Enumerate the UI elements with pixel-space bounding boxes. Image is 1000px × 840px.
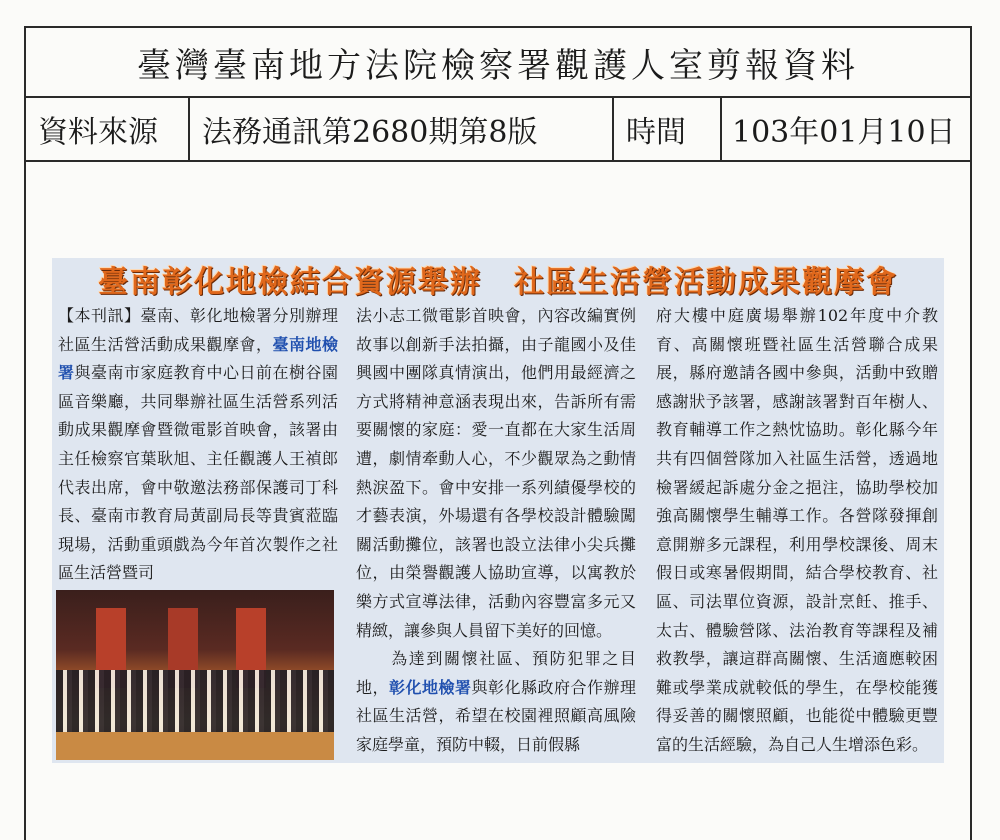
col1-text-b: 與臺南市家庭教育中心日前在樹谷園區音樂廳，共同舉辦社區生活營系列活動成果觀摩會暨微電影首映會，該署由主任檢察官葉耿旭、主任觀護人王禎郎代表出席，會中敬邀法務部保護司丁科長、臺南市教育局黃副局長等貴賓蒞臨現場，活動重頭戲為今年首次製作之社區生活營暨司 [58, 363, 338, 583]
time-label: 時間 [614, 98, 722, 160]
article-column-2 [356, 302, 636, 757]
col1-text-a: 【本刊訊】臺南、彰化地檢署分別辦理社區生活營活動成果觀摩會， [58, 306, 338, 354]
news-clipping [52, 258, 944, 763]
article-column-3 [656, 302, 938, 757]
col2-text-b: 與彰化縣政府合作辦理社區生活營，希望在校園裡照顧高風險家庭學童，預防中輟，日前假縣 [356, 677, 636, 754]
col2-highlight: 彰化地檢署 [389, 677, 472, 697]
col1-highlight: 臺南地檢署 [58, 334, 338, 383]
article-column-1 [58, 302, 338, 592]
source-value: 法務通訊第2680期第8版 [190, 98, 614, 160]
info-row [26, 98, 970, 162]
event-photo [56, 590, 334, 760]
photo-group [56, 670, 334, 732]
col2-paragraph-1: 法小志工微電影首映會，內容改編實例故事以創新手法拍攝，由子龍國小及佳興國中團隊真情演出，他們用最經濟之方式將精神意涵表現出來，告訴所有需要關懷的家庭：愛一直都在大家生活周遭，劇情牽動人心，不少觀眾為之動情熱淚盈下。會中安排一系列績優學校的才藝表演，外場還有各學校設計體驗闖關活動攤位，該署也設立法律小尖兵攤位，由榮譽觀護人協助宣導，以寓教於樂方式宣導法律，活動內容豐富多元又精緻，讓參與人員留下美好的回憶。 [356, 306, 636, 640]
source-label: 資料來源 [26, 98, 190, 160]
article-headline: 臺南彰化地檢結合資源舉辦 社區生活營活動成果觀摩會 [98, 265, 898, 300]
col3-paragraph: 府大樓中庭廣場舉辦102年度中介教育、高關懷班暨社區生活營聯合成果展，縣府邀請各國中參與，活動中致贈感謝狀予該署，感謝該署對百年樹人、教育輔導工作之熱忱協助。彰化縣今年共有四個營隊加入社區生活營，透過地檢署緩起訴處分金之挹注，協助學校加強高關懷學生輔導工作。各營隊發揮創意開辦多元課程，利用學校課後、周末假日或寒暑假期間，結合學校教育、社區、司法單位資源，設計烹飪、推手、太古、體驗營隊、法治教育等課程及補救教學，讓這群高關懷、生活適應較困難或學業成就較低的學生，在學校能獲得妥善的關懷照顧，也能從中體驗更豐富的生活經驗，為自己人生增添色彩。 [656, 306, 938, 754]
time-value: 103年01月10日 [732, 115, 956, 150]
sheet-title: 臺灣臺南地方法院檢察署觀護人室剪報資料 [26, 28, 970, 98]
photo-stage [56, 732, 334, 760]
col2-text-a: 為達到關懷社區、預防犯罪之目地， [356, 649, 636, 697]
